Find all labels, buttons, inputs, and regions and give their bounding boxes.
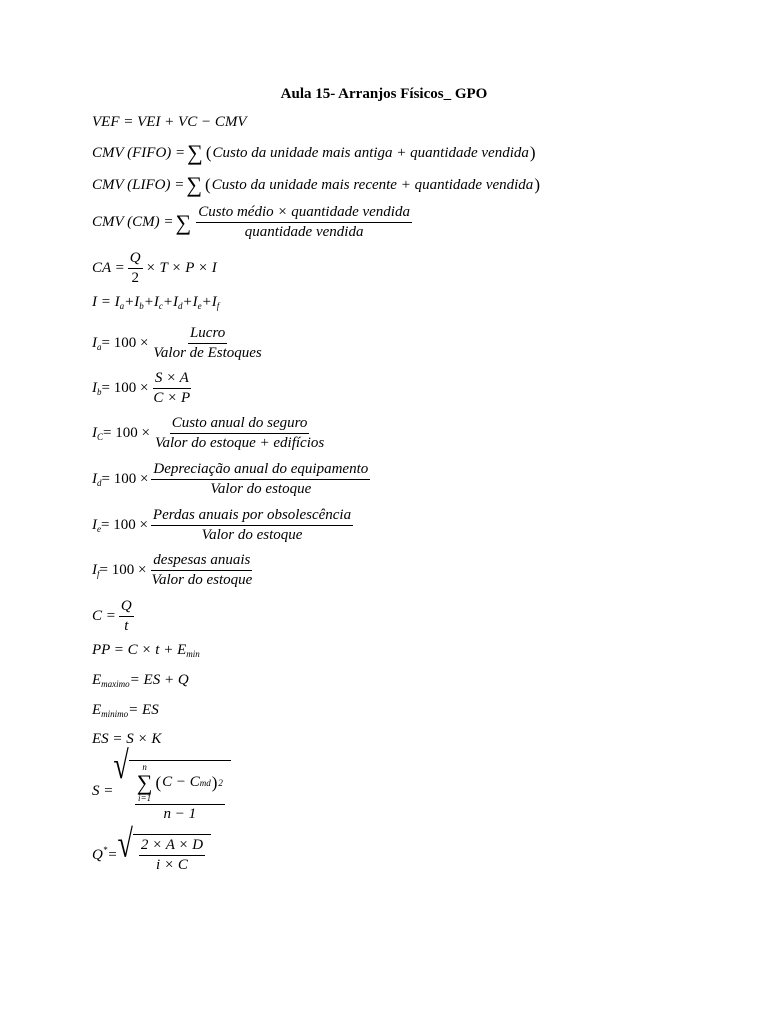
formula-s bbox=[92, 744, 231, 823]
formula-q: Q*= √ $\frac{2 \times A \times D}{i \times C}$ bbox=[92, 834, 211, 875]
fraction-denominator: Valor de Estoques bbox=[153, 345, 262, 362]
sqrt-s bbox=[113, 744, 231, 823]
fraction-numerator: S × A bbox=[153, 370, 191, 389]
fraction-numerator: 2 × A × D bbox=[139, 837, 205, 856]
fraction-numerator: Depreciação anual do equipamento bbox=[151, 461, 370, 480]
fraction-ic bbox=[153, 415, 326, 453]
sum-symbol: ∑ bbox=[187, 140, 203, 165]
formula-emin-rhs: = ES bbox=[128, 702, 159, 718]
fraction-denominator: t bbox=[124, 618, 129, 635]
formula-if: $I_f$ = 100 × $\frac{\text{despesas anuais}}{\text{Valor do estoque}}$ bbox=[92, 552, 253, 589]
formula-ca-rhs: × T × P × I bbox=[145, 260, 217, 277]
formula-ca bbox=[92, 250, 217, 288]
fraction-denominator: C × P bbox=[153, 390, 191, 407]
formula-ca-lhs: CA = bbox=[92, 260, 125, 277]
hundred-times: = 100 × bbox=[101, 471, 149, 488]
formula-vef-text: VEF = VEI + VC − CMV bbox=[92, 114, 247, 130]
fraction-ib bbox=[151, 370, 192, 408]
formula-ic: $I_C$ = 100 × $\frac{\text{Custo anual do seguro}}{\text{Valor do estoque + edifícios}}$ bbox=[92, 415, 325, 452]
fraction-numerator: Lucro bbox=[188, 325, 227, 344]
fraction-numerator: Q bbox=[128, 250, 143, 269]
formula-pp-text: PP = C × t + E bbox=[92, 642, 187, 658]
formula-i-total-text: $I = I_a+I_b+I_c+I_d+I_e+I_f$ bbox=[92, 294, 220, 311]
formula-ia: $I_a$ = 100 × $\frac{\text{Lucro}}{\text{Valor de Estoques}}$ bbox=[92, 325, 262, 362]
fraction-numerator: Q bbox=[119, 598, 134, 617]
page-title: Aula 15- Arranjos Físicos_ GPO bbox=[280, 86, 488, 102]
formula-emin: $E_{minimo}=$ ES bbox=[92, 702, 159, 719]
formula-c bbox=[92, 598, 137, 636]
fraction-denominator: Valor do estoque + edifícios bbox=[154, 435, 325, 452]
formula-c-lhs: C = bbox=[92, 608, 116, 625]
formula-emax: $E_{maximo}=$ ES + Q bbox=[92, 672, 189, 689]
fraction-s: n ∑ i=1 ( C − C md ) 2 n − 1 bbox=[136, 762, 223, 822]
fraction-numerator: Custo anual do seguro bbox=[170, 415, 310, 434]
hundred-times: = 100 × bbox=[101, 335, 149, 352]
sqrt-q bbox=[117, 823, 211, 875]
summation: n ∑ i=1 bbox=[136, 762, 153, 803]
fraction-denominator: quantidade vendida bbox=[244, 224, 364, 241]
fraction-if bbox=[149, 552, 254, 590]
fraction-denominator: Valor do estoque bbox=[151, 572, 253, 589]
formula-lifo-rhs: Custo da unidade mais recente + quantidade vendida bbox=[211, 176, 534, 193]
formula-es-text: ES = S × K bbox=[92, 731, 162, 747]
radical-icon: √ bbox=[113, 744, 129, 788]
fraction-denominator: n − 1 bbox=[163, 806, 197, 822]
formula-fifo-lhs: CMV (FIFO) = bbox=[92, 144, 186, 161]
formula-cmv-cm bbox=[92, 204, 415, 242]
fraction-id bbox=[151, 461, 370, 499]
formula-vef bbox=[92, 114, 247, 131]
formula-q-lhs: Q bbox=[92, 846, 103, 863]
fraction-denominator: 2 bbox=[131, 270, 139, 287]
formula-emax-rhs: = ES + Q bbox=[129, 672, 189, 688]
fraction-numerator: despesas anuais bbox=[151, 552, 252, 571]
sum-symbol: ∑ bbox=[175, 209, 192, 235]
hundred-times: = 100 × bbox=[99, 562, 147, 579]
formula-i-total bbox=[92, 294, 219, 311]
fraction-ia bbox=[151, 325, 263, 363]
hundred-times: = 100 × bbox=[101, 380, 149, 397]
formula-lifo-lhs: CMV (LIFO) = bbox=[92, 176, 185, 193]
fraction-numerator: Perdas anuais por obsolescência bbox=[151, 507, 353, 526]
formula-ib: $I_b$ = 100 × $\frac{S \times A}{C \times P}$ bbox=[92, 370, 191, 407]
formula-pp: PP = $C \times t + E_{min}$ bbox=[92, 642, 200, 659]
sum-symbol: ∑ bbox=[186, 172, 203, 197]
fraction-numerator: Custo médio × quantidade vendida bbox=[196, 204, 412, 223]
fraction-denominator: Valor do estoque bbox=[201, 527, 303, 544]
formula-s-lhs: S = bbox=[92, 783, 114, 800]
fraction-ie bbox=[151, 507, 353, 545]
formula-cmv-fifo: CMV (FIFO) = ∑ ( Custo da unidade mais antiga + quantidade vendida ) bbox=[92, 140, 536, 165]
hundred-times: = 100 × bbox=[103, 425, 150, 442]
radical-icon: √ bbox=[117, 823, 133, 867]
formula-id: $I_d$ = 100 × $\frac{\text{Depreciação anual do equipamento}}{\text{Valor do estoque}}$ bbox=[92, 461, 369, 498]
fraction-denominator: i × C bbox=[156, 857, 188, 874]
fraction-ca bbox=[128, 250, 143, 288]
fraction-c bbox=[119, 598, 134, 636]
formula-fifo-rhs: Custo da unidade mais antiga + quantidade vendida bbox=[212, 144, 529, 161]
formula-cmv-lifo: CMV (LIFO) = ∑ ( Custo da unidade mais recente + quantidade vendida ) bbox=[92, 172, 540, 197]
fraction-cm bbox=[196, 204, 412, 242]
fraction-denominator: Valor do estoque bbox=[210, 481, 312, 498]
hundred-times: = 100 × bbox=[101, 517, 148, 534]
formula-ie: $I_e$ = 100 × $\frac{\text{Perdas anuais por obsolescência}}{\text{Valor do estoque}}$ bbox=[92, 507, 352, 544]
formula-cm-lhs: CMV (CM) = bbox=[92, 214, 174, 231]
fraction-q bbox=[139, 837, 205, 875]
